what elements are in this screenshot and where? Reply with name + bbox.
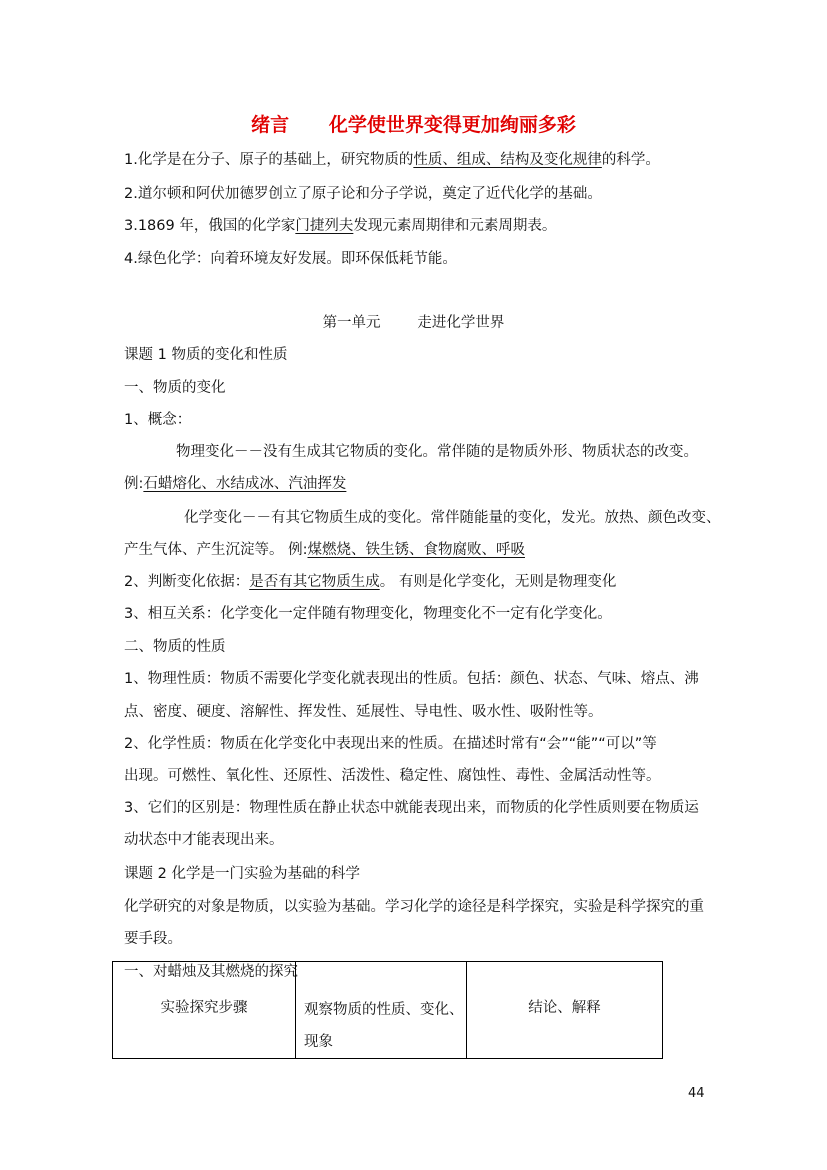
physical-property-line-1: 1、物理性质：物质不需要化学变化就表现出的性质。包括：颜色、状态、气味、熔点、沸	[124, 671, 699, 687]
candle-experiment-table	[112, 961, 663, 1059]
section-heading: 一、对蜡烛及其燃烧的探究	[124, 964, 298, 980]
chemical-property-line-1: 2、化学性质：物质在化学变化中表现出来的性质。在描述时常有“会”“能”“可以”等	[124, 736, 657, 752]
lesson2-paragraph-line-2: 要手段。	[124, 931, 182, 947]
difference-line-1: 3、它们的区别是：物理性质在静止状态中就能表现出来，而物质的化学性质则要在物质运	[124, 800, 699, 816]
chemical-property-line-2: 出现。可燃性、氧化性、还原性、活泼性、稳定性、腐蚀性、毒性、金属活动性等。	[124, 768, 661, 784]
chemical-change-definition: 化学变化－－有其它物质生成的变化。常伴随能量的变化，发光。放热、颜色改变、	[184, 510, 721, 526]
intro-line-3: 3.1869 年，俄国的化学家门捷列夫发现元素周期律和元素周期表。	[124, 218, 557, 234]
physical-example: 例:石蜡熔化、水结成冰、汽油挥发	[124, 476, 347, 492]
section-heading: 一、物质的变化	[124, 380, 226, 396]
section-heading: 二、物质的性质	[124, 639, 226, 655]
difference-line-2: 动状态中才能表现出来。	[124, 832, 284, 848]
intro-line-1: 1.化学是在分子、原子的基础上，研究物质的性质、组成、结构及变化规律的科学。	[124, 152, 660, 168]
intro-line-4: 4.绿色化学：向着环境友好发展。即环保低耗节能。	[124, 251, 457, 267]
page-number: 44	[688, 1086, 705, 1101]
table-row	[113, 962, 663, 1059]
judge-criterion: 2、判断变化依据：是否有其它物质生成。 有则是化学变化，无则是物理变化	[124, 574, 617, 590]
concept-label: 1、概念：	[124, 412, 192, 428]
lesson1-heading: 课题 1 物质的变化和性质	[124, 347, 288, 363]
underlined-term: 煤燃烧、铁生锈、食物腐败、呼吸	[307, 542, 525, 558]
underlined-term: 门捷列夫	[295, 218, 354, 234]
chemical-example: 产生气体、产生沉淀等。 例:煤燃烧、铁生锈、食物腐败、呼吸	[124, 542, 525, 558]
physical-property-line-2: 点、密度、硬度、溶解性、挥发性、延展性、导电性、吸水性、吸附性等。	[124, 704, 603, 720]
relation-line: 3、相互关系：化学变化一定伴随有物理变化，物理变化不一定有化学变化。	[124, 606, 612, 622]
underlined-term: 石蜡熔化、水结成冰、汽油挥发	[143, 476, 347, 492]
table-header-cell: 结论、解释	[467, 962, 663, 1059]
underlined-term: 性质、组成、结构及变化规律	[413, 152, 602, 168]
unit-title: 第一单元 走进化学世界	[322, 315, 505, 331]
lesson2-heading: 课题 2 化学是一门实验为基础的科学	[124, 866, 360, 882]
table-header-cell: 观察物质的性质、变化、 现象	[296, 962, 467, 1059]
chapter-title: 绪言 化学使世界变得更加绚丽多彩	[251, 114, 576, 136]
lesson2-paragraph-line-1: 化学研究的对象是物质，以实验为基础。学习化学的途径是科学探究，实验是科学探究的重	[124, 899, 704, 915]
underlined-term: 是否有其它物质生成	[249, 574, 380, 590]
table-header-cell: 实验探究步骤	[113, 962, 296, 1059]
intro-line-2: 2.道尔顿和阿伏加德罗创立了原子论和分子学说，奠定了近代化学的基础。	[124, 186, 602, 202]
physical-change-definition: 物理变化－－没有生成其它物质的变化。常伴随的是物质外形、物质状态的改变。	[176, 444, 698, 460]
